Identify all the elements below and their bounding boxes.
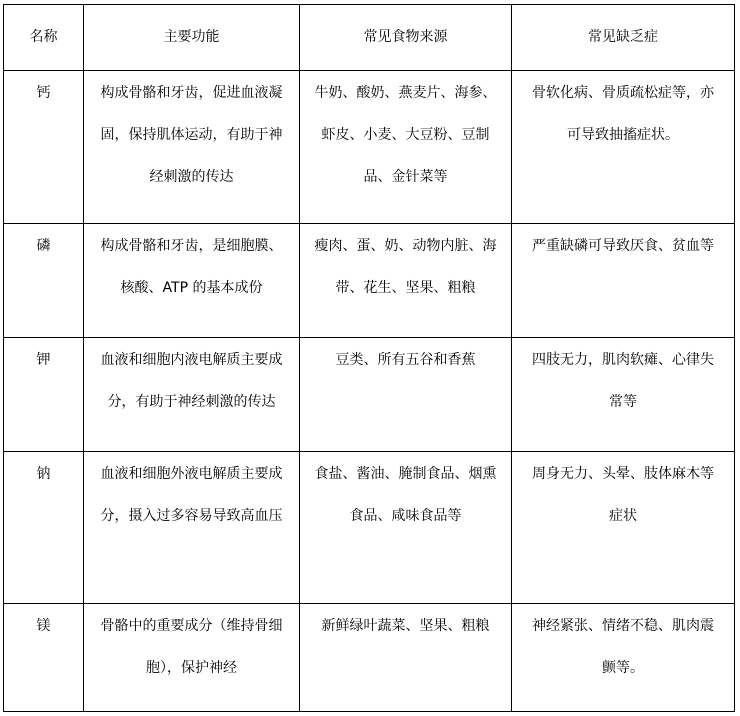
table-row [4,338,735,452]
mineral-sources: 牛奶、酸奶、燕麦片、海参、虾皮、小麦、大豆粉、豆制品、金针菜等 [300,71,512,224]
minerals-table [3,4,735,712]
mineral-deficiency: 骨软化病、骨质疏松症等，亦可导致抽搐症状。 [512,71,735,224]
header-deficiency: 常见缺乏症 [512,5,735,71]
table-row [4,452,735,604]
table-row [4,604,735,712]
mineral-sources: 新鲜绿叶蔬菜、坚果、粗粮 [300,604,512,712]
mineral-name: 钾 [4,338,84,452]
mineral-function: 血液和细胞内液电解质主要成分，有助于神经刺激的传达 [84,338,300,452]
mineral-function: 血液和细胞外液电解质主要成分，摄入过多容易导致高血压 [84,452,300,604]
table-header-row [4,5,735,71]
header-function: 主要功能 [84,5,300,71]
mineral-function: 构成骨骼和牙齿，促进血液凝固，保持肌体运动，有助于神经刺激的传达 [84,71,300,224]
mineral-sources: 豆类、所有五谷和香蕉 [300,338,512,452]
mineral-deficiency: 四肢无力，肌肉软瘫、心律失常等 [512,338,735,452]
header-sources: 常见食物来源 [300,5,512,71]
mineral-deficiency: 神经紧张、情绪不稳、肌肉震颤等。 [512,604,735,712]
mineral-name: 磷 [4,224,84,338]
mineral-name: 钠 [4,452,84,604]
table-row [4,71,735,224]
mineral-sources: 食盐、酱油、腌制食品、烟熏食品、咸味食品等 [300,452,512,604]
mineral-deficiency: 严重缺磷可导致厌食、贫血等 [512,224,735,338]
table-row [4,224,735,338]
mineral-name: 钙 [4,71,84,224]
mineral-deficiency: 周身无力、头晕、肢体麻木等症状 [512,452,735,604]
mineral-sources: 瘦肉、蛋、奶、动物内脏、海带、花生、坚果、粗粮 [300,224,512,338]
mineral-name: 镁 [4,604,84,712]
mineral-function: 构成骨骼和牙齿，是细胞膜、核酸、ATP 的基本成份 [84,224,300,338]
mineral-function: 骨骼中的重要成分（维持骨细胞），保护神经 [84,604,300,712]
header-name: 名称 [4,5,84,71]
